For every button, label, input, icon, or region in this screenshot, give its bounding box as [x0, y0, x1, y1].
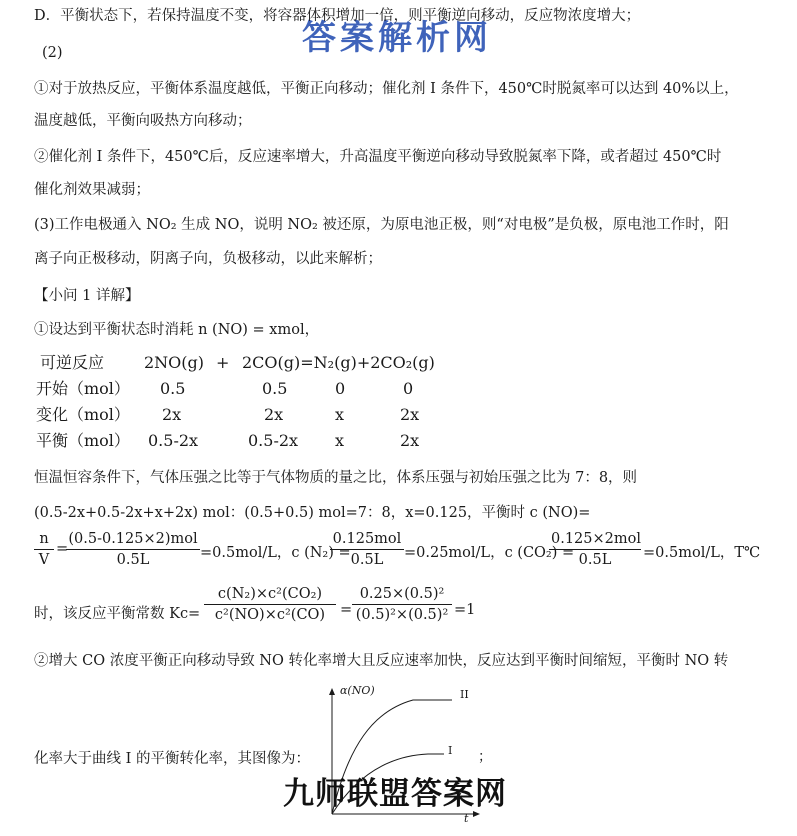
- subsection-heading: 【小问 1 详解】: [34, 288, 140, 304]
- c-co2-result: =0.5mol/L，T℃: [643, 545, 761, 561]
- section-2: (2): [42, 45, 63, 61]
- ice-cell: 0: [403, 379, 414, 398]
- fraction-denominator: 0.5L: [350, 552, 384, 568]
- c-no-result: =0.5mol/L，c (N₂) =: [200, 545, 351, 561]
- line-s2: ②增大 CO 浓度平衡正向移动导致 NO 转化率增大且反应速率加快，反应达到平衡时间缩短，平衡时 NO 转: [34, 653, 729, 669]
- line-d: D．平衡状态下，若保持温度不变，将容器体积增加一倍，则平衡逆向移动，反应物浓度增大；: [34, 8, 641, 24]
- ice-cell: 开始（mol）: [36, 379, 130, 398]
- fraction-numerator: 0.125×2mol: [551, 531, 642, 547]
- line-p3b: 离子向正极移动，阴离子向，负极移动，以此来解析；: [34, 251, 382, 267]
- fraction-kc-expression: [204, 586, 336, 623]
- fraction-kc-values: [352, 586, 452, 623]
- fraction-denominator: (0.5)²×(0.5)²: [355, 607, 449, 623]
- line-pressure: 恒温恒容条件下，气体压强之比等于气体物质的量之比，体系压强与初始压强之比为 7：8，则: [34, 470, 638, 486]
- equals-sign: =: [340, 602, 353, 618]
- line-calc: (0.5-2x+0.5-2x+x+2x) mol：(0.5+0.5) mol=7：8，x=0.125，平衡时 c (NO)=: [34, 505, 591, 521]
- ice-header-label: 可逆反应: [40, 353, 105, 372]
- ice-cell: 0.5-2x: [248, 431, 299, 450]
- y-axis-label: α(NO): [340, 684, 375, 697]
- ice-cell: 2x: [400, 431, 420, 450]
- kc-result: =1: [454, 602, 476, 618]
- fraction-denominator: V: [38, 552, 50, 568]
- line-s1: ①设达到平衡状态时消耗 n (NO) = xmol，: [34, 322, 320, 338]
- ice-cell: 2x: [400, 405, 420, 424]
- watermark-bottom: 九师联盟答案网: [283, 776, 507, 812]
- fraction-numerator: c(N₂)×c²(CO₂): [217, 586, 323, 602]
- ice-cell: 平衡（mol）: [36, 431, 130, 450]
- equals-sign: =: [56, 541, 69, 557]
- ice-cell: 变化（mol）: [36, 405, 130, 424]
- fraction-c-no: [66, 531, 200, 568]
- line-p3a: (3)工作电极通入 NO₂ 生成 NO，说明 NO₂ 被还原，为原电池正极，则“对电极”是负极，原电池工作时，阳: [34, 217, 729, 233]
- fraction-denominator: 0.5L: [116, 552, 150, 568]
- curve-i-label: I: [448, 744, 453, 757]
- ice-header-no: 2NO(g): [144, 353, 205, 372]
- ice-header-plus: +: [216, 353, 230, 372]
- line-c2a: ②催化剂 I 条件下，450℃后，反应速率增大，升高温度平衡逆向移动导致脱氮率下降，或者超过 450℃时: [34, 149, 722, 165]
- ice-cell: 0.5: [160, 379, 186, 398]
- graph-semicolon: ；: [478, 749, 492, 765]
- line-c1b: 温度越低，平衡向吸热方向移动；: [34, 113, 252, 129]
- fraction-numerator: 0.125mol: [332, 531, 402, 547]
- fraction-numerator: 0.25×(0.5)²: [359, 586, 445, 602]
- ice-cell: x: [335, 431, 345, 450]
- x-axis-label: t: [464, 812, 469, 825]
- watermark-top: 答案解析网: [302, 18, 492, 58]
- fraction-c-n2: [330, 531, 404, 568]
- fraction-denominator: 0.5L: [578, 552, 612, 568]
- y-axis-arrow: [329, 688, 335, 695]
- line-c2b: 催化剂效果减弱；: [34, 182, 150, 198]
- kc-prefix: 时，该反应平衡常数 Kc=: [34, 606, 201, 622]
- curve-ii-label: II: [460, 688, 469, 701]
- fraction-c-co2: [549, 531, 641, 568]
- fraction-n-v: [34, 531, 54, 568]
- ice-cell: 2x: [264, 405, 284, 424]
- c-n2-result: =0.25mol/L，c (CO₂) =: [404, 545, 575, 561]
- fraction-denominator: c²(NO)×c²(CO): [214, 607, 326, 623]
- ice-cell: x: [335, 405, 345, 424]
- ice-header-rest: 2CO(g)=N₂(g)+2CO₂(g): [242, 353, 435, 372]
- line-s2b: 化率大于曲线 I 的平衡转化率，其图像为：: [34, 751, 310, 767]
- ice-cell: 0.5-2x: [148, 431, 199, 450]
- line-c1a: ①对于放热反应，平衡体系温度越低，平衡正向移动；催化剂 I 条件下，450℃时脱氮率可以达到 40%以上，: [34, 81, 739, 97]
- fraction-numerator: (0.5-0.125×2)mol: [68, 531, 198, 547]
- ice-cell: 0.5: [262, 379, 288, 398]
- fraction-numerator: n: [39, 531, 49, 547]
- ice-cell: 2x: [162, 405, 182, 424]
- ice-cell: 0: [335, 379, 346, 398]
